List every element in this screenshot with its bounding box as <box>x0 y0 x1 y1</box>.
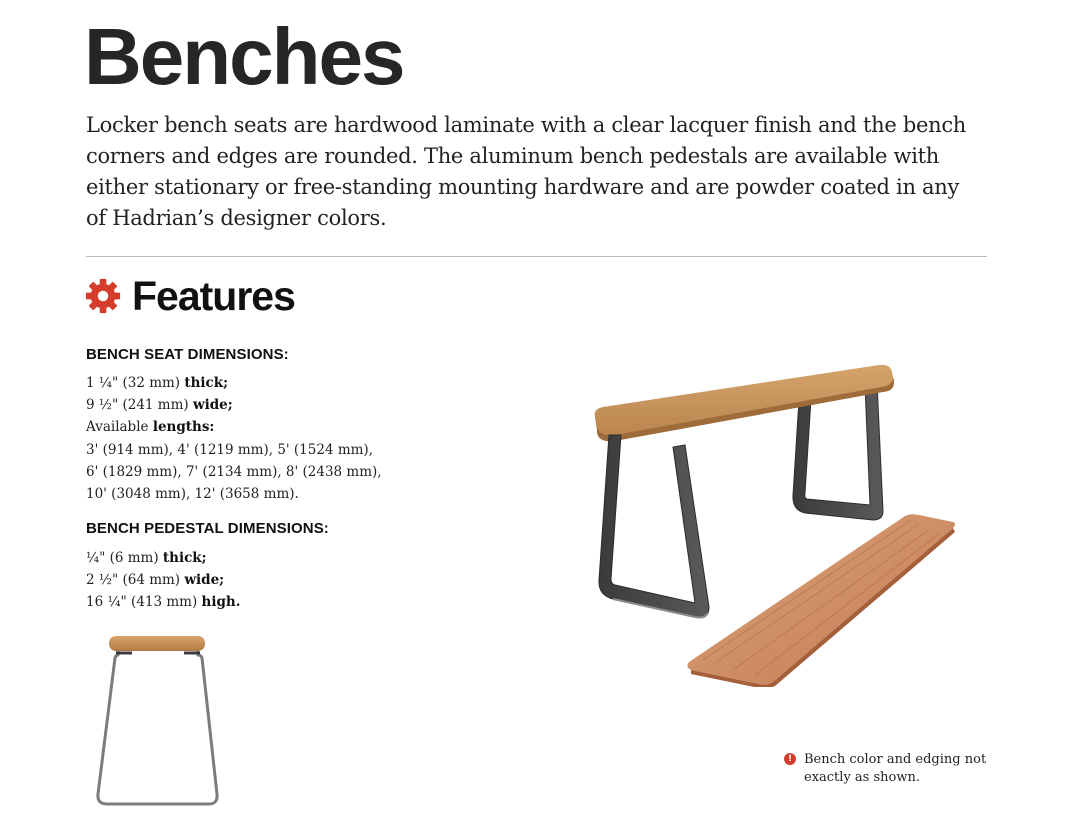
bench-side-view-image <box>92 628 222 810</box>
gear-icon <box>84 277 122 315</box>
list-item: 2 ½" (64 mm) wide; <box>86 572 225 589</box>
list-item: Available lengths: <box>86 419 215 436</box>
seat-dimensions-heading: BENCH SEAT DIMENSIONS: <box>86 346 289 363</box>
page-title: Benches <box>84 12 404 101</box>
info-icon: ! <box>784 753 796 765</box>
loose-wood-plank-image <box>683 512 959 687</box>
features-heading <box>84 272 295 320</box>
disclaimer-text: Bench color and edging not exactly as shown. <box>804 752 987 785</box>
section-divider <box>86 256 987 257</box>
list-item: 6' (1829 mm), 7' (2134 mm), 8' (2438 mm), <box>86 463 382 480</box>
intro-paragraph: Locker bench seats are hardwood laminate with a clear lacquer finish and the bench corners and edges are rounded. The aluminum bench pedestals are available with either stationary or free-standing mounting hardware and are powder coated in any of Hadrian’s designer colors. <box>86 113 967 230</box>
features-title: Features <box>132 273 295 319</box>
list-item: 16 ¼" (413 mm) high. <box>86 594 241 611</box>
list-item: 3' (914 mm), 4' (1219 mm), 5' (1524 mm), <box>86 441 373 458</box>
pedestal-dimensions-heading: BENCH PEDESTAL DIMENSIONS: <box>86 520 329 537</box>
list-item: 1 ¼" (32 mm) thick; <box>86 375 229 391</box>
disclaimer-note <box>784 751 1004 787</box>
seat-dimensions-list <box>86 372 382 505</box>
pedestal-dimensions-list <box>86 547 240 614</box>
list-item: ¼" (6 mm) thick; <box>86 550 207 566</box>
list-item: 10' (3048 mm), 12' (3658 mm). <box>86 486 299 503</box>
list-item: 9 ½" (241 mm) wide; <box>86 397 233 414</box>
